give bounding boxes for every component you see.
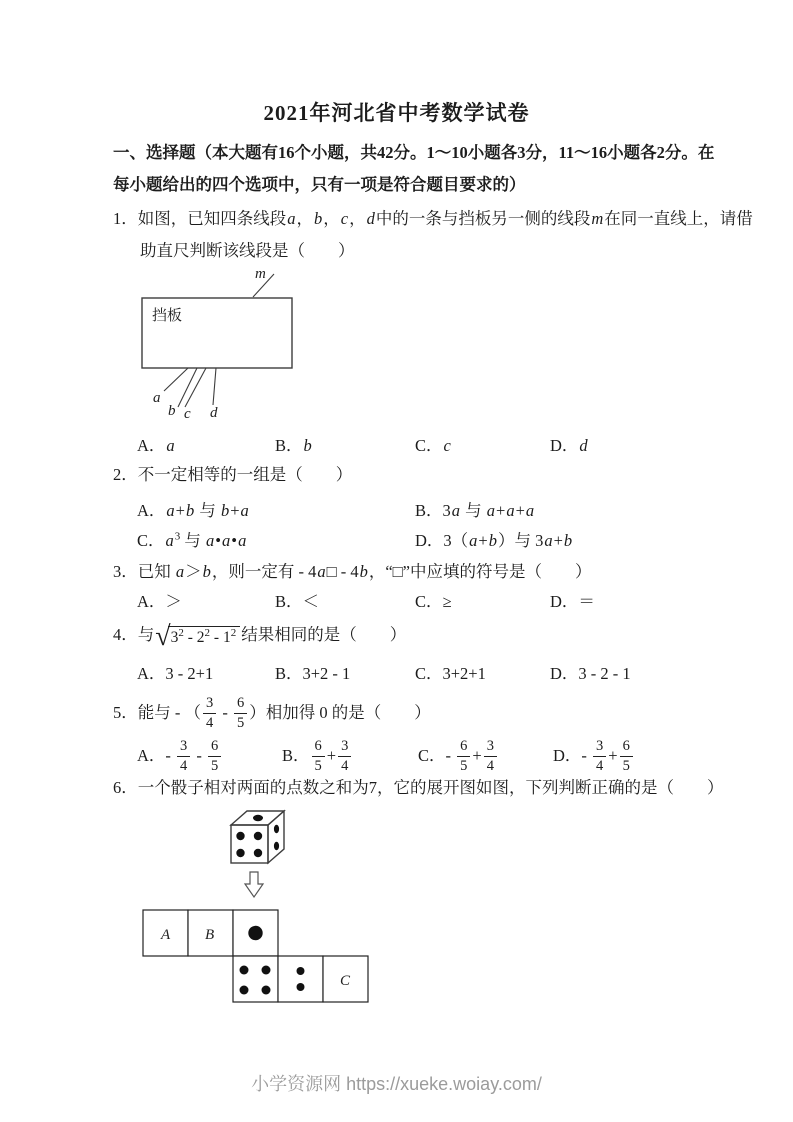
dice-net [143, 910, 368, 1002]
question-1-options [0, 433, 793, 463]
section-header-line1: 一、选择题（本大题有16个小题，共42分。1～10小题各3分，11～16小题各2分。在 [113, 143, 715, 162]
footer-watermark: 小学资源网 https://xueke.woiay.com/ [251, 1074, 542, 1094]
net-label-c: C [340, 973, 351, 989]
segment-d-line [213, 368, 216, 405]
q1-baffle-figure [130, 260, 320, 428]
cube-right-pips [274, 825, 279, 850]
net-cell-4pip [233, 956, 278, 1002]
question-5-stem [113, 696, 431, 732]
question-4-number: 4． [113, 625, 138, 644]
question-2-text: 不一定相等的一组是（ ） [137, 465, 353, 484]
cube-front-face [231, 825, 268, 863]
question-4-option-b: B．3+2 - 1 [275, 664, 351, 683]
question-3-stem [113, 559, 591, 585]
label-b: b [168, 403, 176, 419]
segment-c-line [185, 368, 206, 407]
question-5-text: 能与 - （ $\frac{3}{4}$ - $\frac{6}{5}$ ）相加得 0 的是（ ） [137, 695, 431, 731]
question-2-option-a: A．a+b 与 b+a [137, 501, 249, 520]
label-d: d [210, 405, 218, 421]
label-m: m [255, 266, 266, 282]
cube-right-face [268, 811, 284, 863]
question-3-option-c: C．≥ [415, 592, 452, 611]
question-5-option-a: A．- $\frac{3}{4}$ - $\frac{6}{5}$ [137, 739, 223, 775]
question-5-option-d: D．- $\frac{3}{4}$ + $\frac{6}{5}$ [553, 739, 635, 775]
segment-b-line [178, 368, 197, 407]
section-header-line2: 每小题给出的四个选项中，只有一项是符合题目要求的） [113, 175, 526, 194]
question-4-option-d: D．3 - 2 - 1 [550, 664, 631, 683]
question-1-option-a: A．a [137, 436, 175, 455]
question-2-number: 2． [113, 465, 138, 484]
question-2-options-row1 [0, 498, 793, 528]
question-3-option-d: D．＝ [550, 592, 595, 611]
unfold-arrow-icon [245, 872, 263, 897]
net-1pip [248, 926, 262, 940]
question-6-text: 一个骰子相对两面的点数之和为7，它的展开图如图，下列判断正确的是（ ） [137, 778, 724, 797]
question-6-number: 6． [113, 778, 138, 797]
net-label-a: A [161, 927, 171, 943]
question-4-option-a: A．3 - 2+1 [137, 664, 214, 683]
question-2-stem [113, 462, 352, 488]
candidate-segment-lines [164, 368, 216, 407]
cube-front-pips [236, 832, 262, 857]
q6-dice-figure [140, 806, 380, 1006]
question-3-options [0, 589, 793, 619]
question-4-stem [113, 621, 407, 653]
question-1-option-d: D．d [550, 436, 588, 455]
label-c: c [184, 406, 191, 422]
question-2-option-d: D．3（a+b）与 3a+b [415, 531, 573, 550]
net-label-b: B [205, 927, 215, 943]
label-a: a [153, 390, 161, 406]
dice-cube [231, 811, 284, 863]
question-1-option-b: B．b [275, 436, 312, 455]
question-6-stem [113, 775, 724, 801]
page-title: 2021年河北省中考数学试卷 [263, 101, 530, 125]
question-4-text: 与$√3^2 - 2^2 - 1^2$ 结果相同的是（ ） [137, 621, 407, 653]
question-1-number: 1． [113, 209, 138, 228]
question-1-text: 如图，已知四条线段a，b，c，d中的一条与挡板另一侧的线段m在同一直线上，请借 [137, 209, 753, 228]
question-4-option-c: C．3+2+1 [415, 664, 486, 683]
question-3-option-a: A．＞ [137, 592, 182, 611]
baffle-label: 挡板 [152, 308, 183, 324]
question-1-stem [113, 206, 753, 232]
net-cell-2pip [278, 956, 323, 1002]
question-3-number: 3． [113, 562, 138, 581]
question-5-option-b: B． $\frac{6}{5}$ + $\frac{3}{4}$ [282, 739, 353, 775]
question-4-options [0, 661, 793, 691]
question-2-option-c: C．$a^3$ 与 a•a•a [137, 530, 247, 550]
question-5-option-c: C．- $\frac{6}{5}$ + $\frac{3}{4}$ [418, 739, 499, 775]
cube-top-pip [253, 815, 263, 821]
question-5-number: 5． [113, 702, 138, 722]
question-2-option-b: B．3a 与 a+a+a [415, 501, 535, 520]
segment-a-line [164, 368, 188, 391]
question-2-options-row2 [0, 528, 793, 558]
question-3-option-b: B．＜ [275, 592, 320, 611]
question-1-text-line2: 助直尺判断该线段是（ ） [140, 241, 355, 260]
question-1-option-c: C．c [415, 436, 451, 455]
question-3-text: 已知 a＞b，则一定有 - 4a□ - 4b，“□”中应填的符号是（ ） [137, 562, 592, 581]
